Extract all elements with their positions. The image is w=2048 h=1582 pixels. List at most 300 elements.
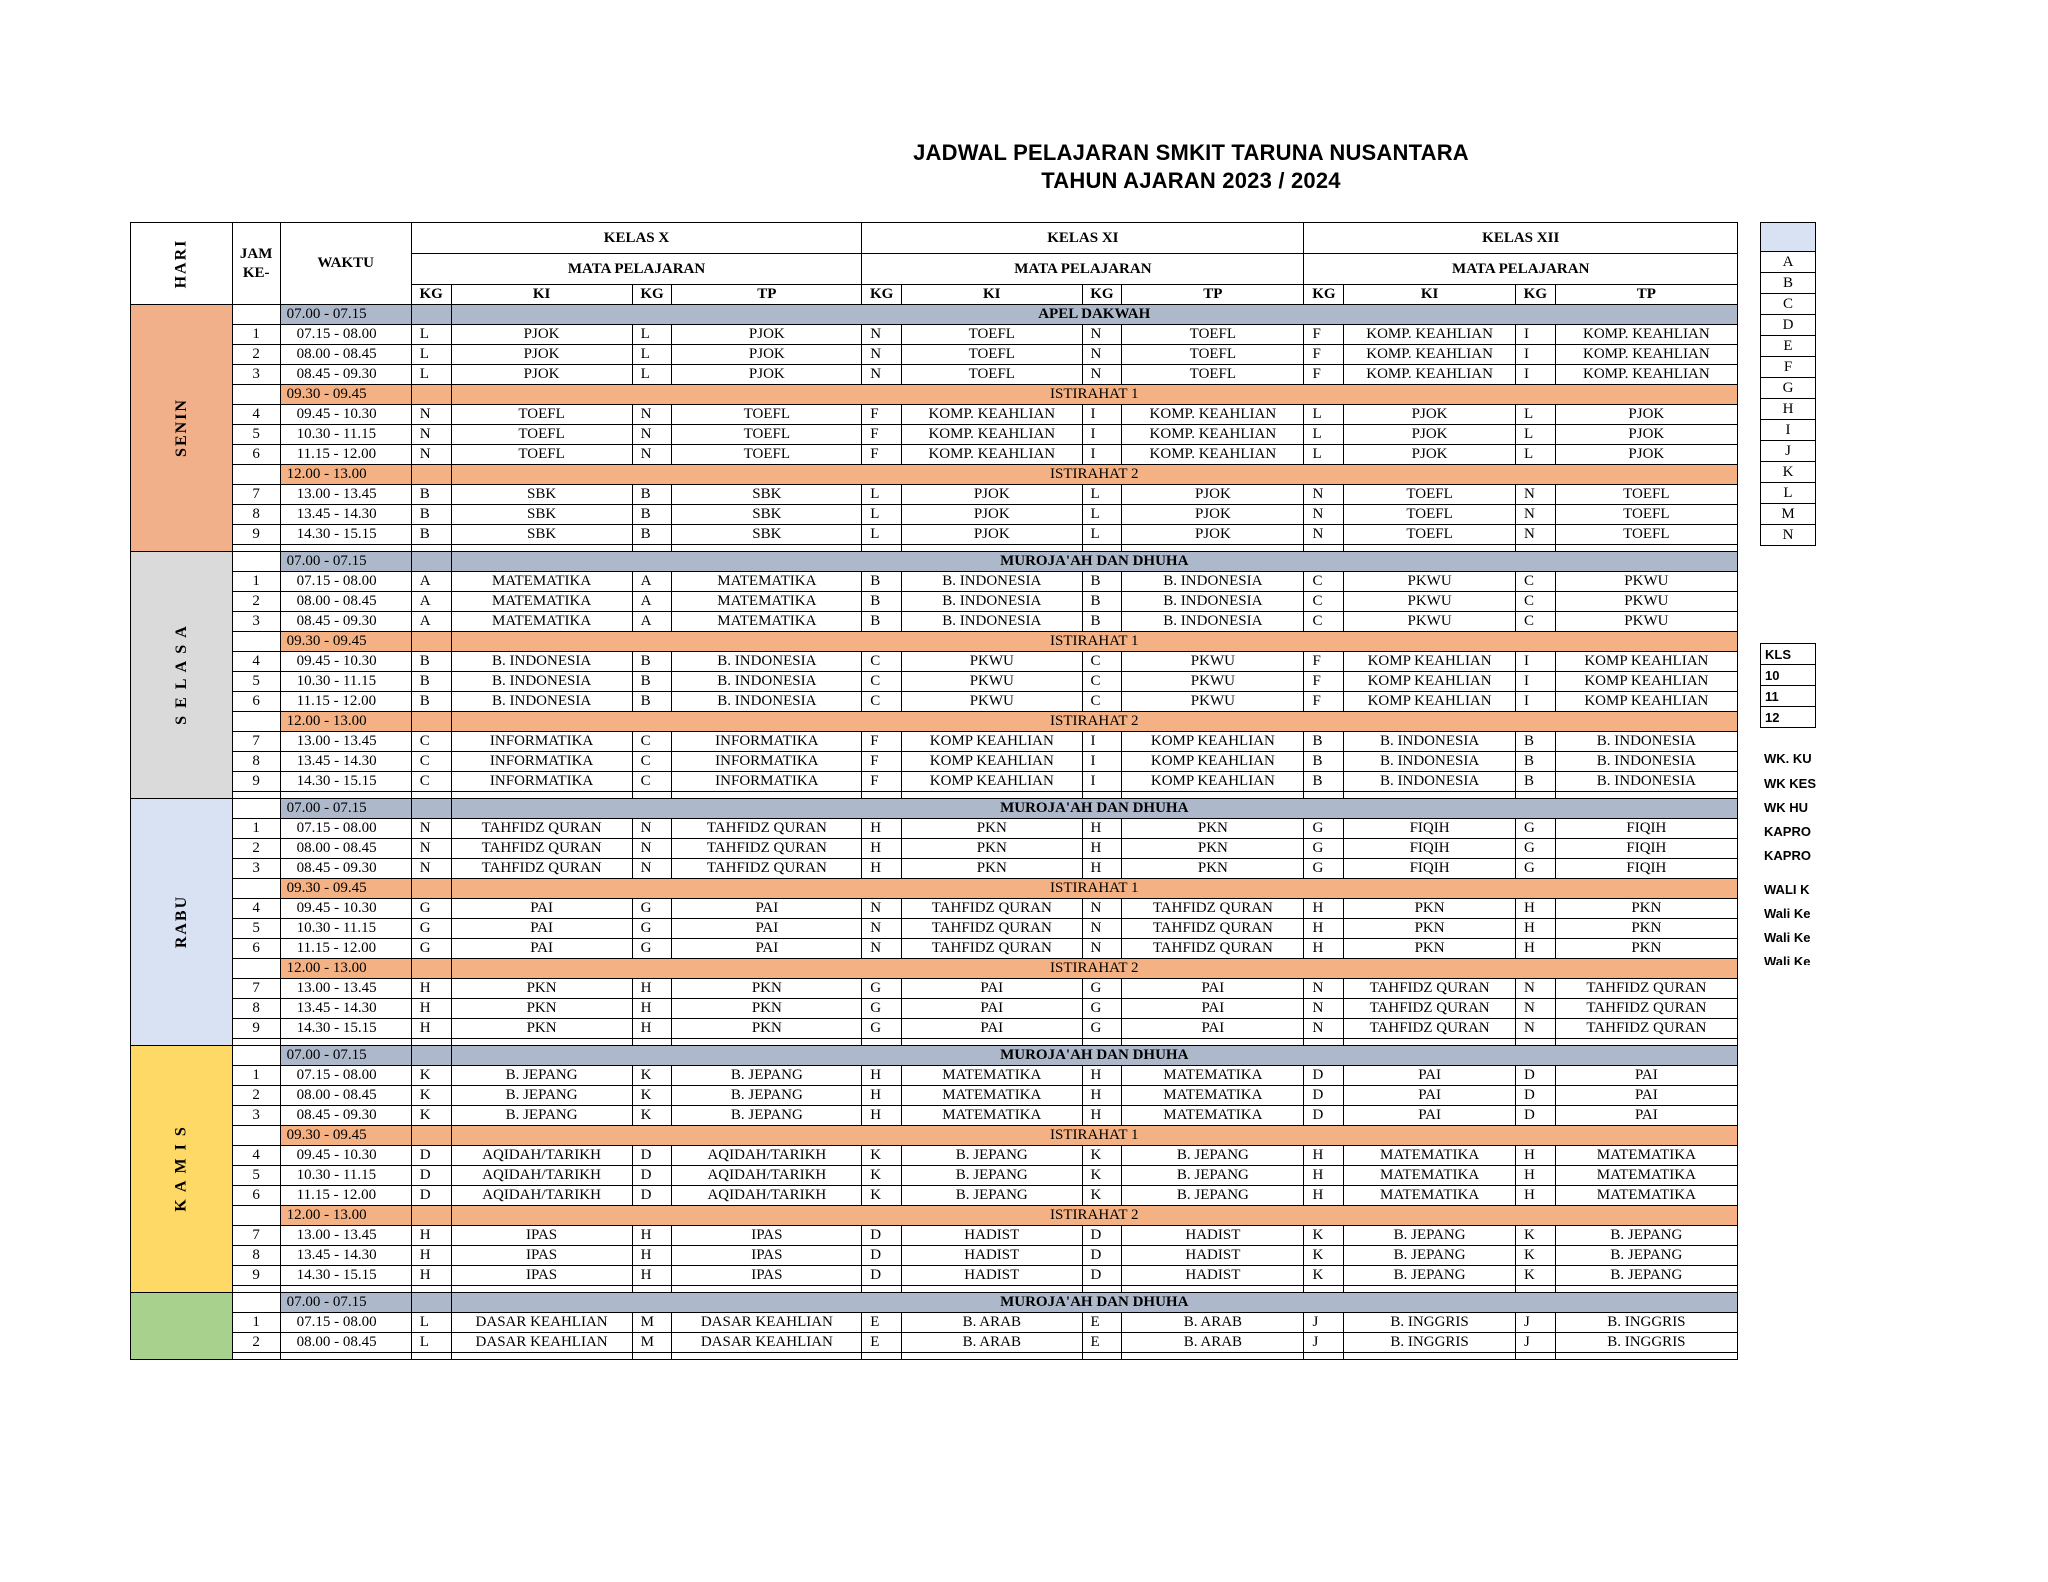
jam-cell: 8 (232, 1246, 280, 1266)
spacer-cell (411, 305, 451, 325)
subject-cell: TAHFIDZ QURAN (672, 839, 862, 859)
time-cell: 09.30 - 09.45 (280, 879, 411, 899)
teacher-code-cell: C (632, 772, 672, 792)
spacer-cell (411, 879, 451, 899)
teacher-code-cell: H (1304, 1166, 1344, 1186)
subject-cell: B. INDONESIA (1122, 612, 1304, 632)
teacher-code-cell: H (1082, 1086, 1122, 1106)
day-label (131, 1046, 233, 1293)
subject-cell: B. JEPANG (1555, 1226, 1737, 1246)
spacer-cell (1122, 1286, 1304, 1293)
break-row (131, 879, 1738, 899)
opening-label: MUROJA'AH DAN DHUHA (451, 1046, 1737, 1066)
subject-cell: PJOK (1344, 405, 1516, 425)
jam-cell: 9 (232, 525, 280, 545)
header-tp: TP (1122, 285, 1304, 305)
subject-cell: PJOK (1555, 405, 1737, 425)
subject-cell: B. INDONESIA (451, 652, 632, 672)
subject-cell: KOMP KEAHLIAN (1344, 692, 1516, 712)
teacher-code-cell: B (632, 652, 672, 672)
legend-row (1761, 378, 1816, 399)
table-row (131, 1226, 1738, 1246)
spacer-cell (411, 632, 451, 652)
spacer-cell (1344, 1286, 1516, 1293)
teacher-code-cell: K (411, 1106, 451, 1126)
teacher-code-cell: G (1082, 999, 1122, 1019)
teacher-code-cell: F (862, 752, 902, 772)
table-row (131, 325, 1738, 345)
spacer-cell (632, 1353, 672, 1360)
subject-cell: PAI (902, 999, 1082, 1019)
spacer-cell (672, 545, 862, 552)
jam-cell: 6 (232, 939, 280, 959)
jam-cell: 4 (232, 1146, 280, 1166)
spacer-cell (411, 465, 451, 485)
subject-cell: TOEFL (1344, 505, 1516, 525)
subject-cell: B. INDONESIA (902, 592, 1082, 612)
teacher-code-cell: L (411, 325, 451, 345)
teacher-code-cell: D (632, 1186, 672, 1206)
subject-cell: PAI (451, 939, 632, 959)
teacher-code-cell: B (1515, 752, 1555, 772)
teacher-code-cell: K (411, 1086, 451, 1106)
subject-cell: TAHFIDZ QURAN (451, 819, 632, 839)
teacher-code-cell: F (862, 445, 902, 465)
time-cell: 07.15 - 08.00 (280, 572, 411, 592)
teacher-code-cell: L (1082, 485, 1122, 505)
subject-cell: KOMP. KEAHLIAN (902, 425, 1082, 445)
jam-cell: 1 (232, 1066, 280, 1086)
teacher-code-cell: G (411, 939, 451, 959)
teacher-code-cell: J (1515, 1313, 1555, 1333)
subject-cell: MATEMATIKA (1555, 1146, 1737, 1166)
header-kg: KG (1082, 285, 1122, 305)
teacher-code-cell: H (1082, 859, 1122, 879)
subject-cell: TAHFIDZ QURAN (672, 819, 862, 839)
day-label (131, 799, 233, 1046)
legend-row (1761, 315, 1816, 336)
subject-cell: B. JEPANG (451, 1106, 632, 1126)
teacher-code-cell: C (1304, 592, 1344, 612)
spacer-cell (1515, 1039, 1555, 1046)
teacher-code-cell: L (1515, 405, 1555, 425)
teacher-code-cell: N (862, 365, 902, 385)
subject-cell: FIQIH (1344, 839, 1516, 859)
kls-cell: 10 (1761, 665, 1816, 686)
time-cell: 07.00 - 07.15 (280, 799, 411, 819)
teacher-code-cell: D (862, 1246, 902, 1266)
legend-row (1761, 525, 1816, 546)
teacher-code-cell: N (862, 345, 902, 365)
teacher-code-cell: D (1304, 1106, 1344, 1126)
subject-cell: FIQIH (1344, 819, 1516, 839)
subject-cell: KOMP. KEAHLIAN (1122, 405, 1304, 425)
subject-cell: TAHFIDZ QURAN (672, 859, 862, 879)
legend-header (1761, 223, 1816, 252)
legend-code: B (1761, 273, 1816, 294)
side-note: Wali Ke (1764, 930, 1811, 945)
teacher-code-cell: N (1082, 899, 1122, 919)
subject-cell: B. INDONESIA (451, 692, 632, 712)
teacher-code-cell: D (1082, 1226, 1122, 1246)
spacer-cell (862, 1039, 902, 1046)
spacer-cell (902, 1039, 1082, 1046)
header-ki: KI (1344, 285, 1516, 305)
subject-cell: PJOK (1344, 425, 1516, 445)
table-row (131, 345, 1738, 365)
teacher-code-cell: H (411, 1246, 451, 1266)
subject-cell: TOEFL (902, 345, 1082, 365)
subject-cell: TOEFL (1344, 525, 1516, 545)
subject-cell: PAI (1122, 1019, 1304, 1039)
teacher-code-cell: K (862, 1146, 902, 1166)
teacher-code-cell: D (1515, 1086, 1555, 1106)
teacher-code-cell: N (632, 819, 672, 839)
time-cell: 13.45 - 14.30 (280, 999, 411, 1019)
teacher-code-cell: H (1304, 1146, 1344, 1166)
teacher-code-cell: C (1082, 692, 1122, 712)
table-row (131, 425, 1738, 445)
table-row (131, 899, 1738, 919)
jam-cell (232, 799, 280, 819)
subject-cell: PJOK (672, 325, 862, 345)
teacher-code-cell: B (411, 525, 451, 545)
teacher-code-cell: B (1304, 732, 1344, 752)
legend-code: J (1761, 441, 1816, 462)
time-cell: 07.00 - 07.15 (280, 1046, 411, 1066)
teacher-code-cell: C (1515, 592, 1555, 612)
break-row (131, 1126, 1738, 1146)
day-spacer-row (131, 1353, 1738, 1360)
legend-row (1761, 399, 1816, 420)
subject-cell: PAI (1555, 1066, 1737, 1086)
header-kelas-xi: KELAS XI (862, 223, 1304, 254)
break-label: ISTIRAHAT 2 (451, 465, 1737, 485)
subject-cell: MATEMATIKA (902, 1066, 1082, 1086)
opening-row (131, 1046, 1738, 1066)
subject-cell: KOMP KEAHLIAN (1555, 652, 1737, 672)
spacer-cell (632, 1039, 672, 1046)
subject-cell: B. JEPANG (1122, 1146, 1304, 1166)
teacher-code-cell: D (1515, 1066, 1555, 1086)
spacer-cell (411, 712, 451, 732)
teacher-code-cell: N (632, 445, 672, 465)
spacer-cell (232, 1039, 280, 1046)
spacer-cell (411, 1286, 451, 1293)
jam-cell (232, 712, 280, 732)
table-row (131, 1246, 1738, 1266)
teacher-code-cell: F (1304, 652, 1344, 672)
spacer-cell (451, 1353, 632, 1360)
teacher-code-cell: H (1082, 839, 1122, 859)
teacher-code-cell: N (411, 859, 451, 879)
teacher-code-cell: F (862, 425, 902, 445)
header-kg: KG (862, 285, 902, 305)
teacher-code-cell: I (1082, 732, 1122, 752)
teacher-code-cell: I (1515, 652, 1555, 672)
subject-cell: B. JEPANG (902, 1166, 1082, 1186)
jam-cell (232, 879, 280, 899)
teacher-code-cell: H (1515, 939, 1555, 959)
subject-cell: PJOK (902, 525, 1082, 545)
spacer-cell (411, 385, 451, 405)
jam-cell: 3 (232, 612, 280, 632)
teacher-code-cell: C (1304, 612, 1344, 632)
spacer-cell (902, 1286, 1082, 1293)
subject-cell: PKN (451, 1019, 632, 1039)
time-cell: 13.00 - 13.45 (280, 1226, 411, 1246)
teacher-code-cell: D (632, 1146, 672, 1166)
spacer-cell (411, 545, 451, 552)
spacer-cell (451, 1286, 632, 1293)
subject-cell: PJOK (1555, 425, 1737, 445)
teacher-code-cell: L (1082, 505, 1122, 525)
subject-cell: B. JEPANG (1122, 1166, 1304, 1186)
teacher-code-cell: I (1515, 345, 1555, 365)
teacher-code-cell: K (1515, 1226, 1555, 1246)
teacher-code-cell: A (632, 592, 672, 612)
teacher-code-cell: N (1304, 505, 1344, 525)
subject-cell: PAI (1344, 1066, 1516, 1086)
subject-cell: B. INGGRIS (1555, 1333, 1737, 1353)
jam-cell (232, 1293, 280, 1313)
subject-cell: PAI (1122, 999, 1304, 1019)
table-row (131, 939, 1738, 959)
teacher-code-cell: G (411, 899, 451, 919)
teacher-code-cell: K (1304, 1246, 1344, 1266)
time-cell: 11.15 - 12.00 (280, 445, 411, 465)
teacher-code-cell: N (862, 939, 902, 959)
subject-cell: PKWU (1122, 672, 1304, 692)
subject-cell: PJOK (672, 365, 862, 385)
jam-cell: 4 (232, 652, 280, 672)
spacer-cell (1344, 1039, 1516, 1046)
jam-cell (232, 385, 280, 405)
subject-cell: KOMP. KEAHLIAN (1122, 425, 1304, 445)
teacher-code-cell: M (632, 1313, 672, 1333)
teacher-code-cell: G (1515, 839, 1555, 859)
teacher-code-cell: F (862, 405, 902, 425)
table-row (131, 652, 1738, 672)
subject-cell: HADIST (1122, 1246, 1304, 1266)
teacher-code-cell: B (862, 612, 902, 632)
jam-cell: 8 (232, 999, 280, 1019)
legend-code: M (1761, 504, 1816, 525)
teacher-code-cell: H (862, 859, 902, 879)
teacher-code-cell: C (862, 652, 902, 672)
teacher-code-cell: B (411, 672, 451, 692)
subject-cell: AQIDAH/TARIKH (451, 1186, 632, 1206)
table-row (131, 505, 1738, 525)
teacher-code-cell: B (632, 505, 672, 525)
teacher-code-cell: B (1082, 592, 1122, 612)
break-row (131, 712, 1738, 732)
subject-cell: PAI (902, 1019, 1082, 1039)
subject-cell: KOMP. KEAHLIAN (902, 445, 1082, 465)
jam-cell: 6 (232, 445, 280, 465)
spacer-cell (1344, 545, 1516, 552)
header-ki: KI (902, 285, 1082, 305)
subject-cell: B. JEPANG (902, 1186, 1082, 1206)
break-label: ISTIRAHAT 2 (451, 712, 1737, 732)
header-kg: KG (632, 285, 672, 305)
time-cell: 08.00 - 08.45 (280, 345, 411, 365)
spacer-cell (1555, 1039, 1737, 1046)
schedule-table (130, 222, 1738, 1360)
teacher-code-cell: H (1082, 1066, 1122, 1086)
time-cell: 08.45 - 09.30 (280, 1106, 411, 1126)
jam-cell: 1 (232, 819, 280, 839)
teacher-code-cell: L (632, 345, 672, 365)
teacher-code-cell: A (411, 612, 451, 632)
subject-cell: B. INGGRIS (1344, 1313, 1516, 1333)
teacher-code-cell: I (1082, 752, 1122, 772)
teacher-code-cell: H (411, 1226, 451, 1246)
jam-cell: 2 (232, 592, 280, 612)
teacher-code-cell: H (862, 1106, 902, 1126)
teacher-code-cell: L (1304, 405, 1344, 425)
subject-cell: PAI (672, 899, 862, 919)
teacher-code-cell: C (862, 672, 902, 692)
time-cell: 08.45 - 09.30 (280, 612, 411, 632)
subject-cell: TOEFL (451, 405, 632, 425)
teacher-code-cell: K (862, 1186, 902, 1206)
jam-cell (232, 1046, 280, 1066)
jam-cell (232, 632, 280, 652)
subject-cell: MATEMATIKA (1344, 1146, 1516, 1166)
subject-cell: PKWU (1344, 572, 1516, 592)
spacer-cell (1082, 1353, 1122, 1360)
teacher-code-cell: H (862, 839, 902, 859)
teacher-code-cell: L (411, 1333, 451, 1353)
time-cell: 09.30 - 09.45 (280, 632, 411, 652)
spacer-cell (632, 545, 672, 552)
subject-cell: TAHFIDZ QURAN (1555, 979, 1737, 999)
teacher-code-cell: F (1304, 325, 1344, 345)
subject-cell: PKN (1122, 839, 1304, 859)
teacher-code-cell: G (862, 999, 902, 1019)
subject-cell: B. INDONESIA (902, 572, 1082, 592)
subject-cell: TAHFIDZ QURAN (451, 859, 632, 879)
subject-cell: SBK (451, 485, 632, 505)
subject-cell: B. INDONESIA (1344, 752, 1516, 772)
teacher-code-cell: D (1304, 1066, 1344, 1086)
subject-cell: FIQIH (1555, 819, 1737, 839)
teacher-code-cell: L (862, 485, 902, 505)
subject-cell: MATEMATIKA (1555, 1166, 1737, 1186)
teacher-code-cell: J (1304, 1333, 1344, 1353)
teacher-code-cell: N (1304, 485, 1344, 505)
teacher-code-cell: I (1082, 425, 1122, 445)
table-row (131, 859, 1738, 879)
table-row (131, 732, 1738, 752)
subject-cell: B. JEPANG (1344, 1226, 1516, 1246)
spacer-cell (862, 1286, 902, 1293)
teacher-code-cell: H (1515, 1146, 1555, 1166)
subject-cell: PAI (672, 939, 862, 959)
time-cell: 14.30 - 15.15 (280, 525, 411, 545)
subject-cell: B. ARAB (902, 1313, 1082, 1333)
jam-cell (232, 959, 280, 979)
subject-cell: TOEFL (672, 425, 862, 445)
break-label: ISTIRAHAT 1 (451, 632, 1737, 652)
table-row (131, 752, 1738, 772)
jam-cell: 7 (232, 485, 280, 505)
side-note: Wali Ke (1764, 906, 1811, 921)
subject-cell: PKN (902, 839, 1082, 859)
table-row (131, 525, 1738, 545)
subject-cell: TOEFL (1122, 325, 1304, 345)
teacher-code-cell: N (1304, 1019, 1344, 1039)
teacher-code-cell: D (1082, 1246, 1122, 1266)
kls-panel (1755, 625, 1816, 735)
teacher-code-cell: H (632, 979, 672, 999)
teacher-code-cell: E (1082, 1313, 1122, 1333)
break-row (131, 1206, 1738, 1226)
subject-cell: INFORMATIKA (672, 772, 862, 792)
subject-cell: B. INDONESIA (672, 672, 862, 692)
teacher-code-cell: C (1082, 672, 1122, 692)
subject-cell: TOEFL (451, 425, 632, 445)
teacher-code-cell: G (1304, 859, 1344, 879)
jam-cell (232, 552, 280, 572)
subject-cell: TAHFIDZ QURAN (1555, 1019, 1737, 1039)
subject-cell: B. INDONESIA (1555, 752, 1737, 772)
subject-cell: B. JEPANG (672, 1066, 862, 1086)
spacer-cell (1515, 1286, 1555, 1293)
teacher-code-cell: G (1515, 859, 1555, 879)
day-label (131, 552, 233, 799)
spacer-cell (1304, 545, 1344, 552)
teacher-code-cell: L (862, 525, 902, 545)
subject-cell: B. INDONESIA (672, 652, 862, 672)
teacher-code-cell: M (632, 1333, 672, 1353)
teacher-code-cell: I (1515, 325, 1555, 345)
spacer-cell (1304, 792, 1344, 799)
teacher-code-cell: H (1082, 1106, 1122, 1126)
header-tp: TP (672, 285, 862, 305)
header-mapel-x: MATA PELAJARAN (411, 254, 862, 285)
header-mapel-xii: MATA PELAJARAN (1304, 254, 1738, 285)
subject-cell: PJOK (451, 365, 632, 385)
subject-cell: B. ARAB (1122, 1333, 1304, 1353)
jam-cell: 7 (232, 1226, 280, 1246)
subject-cell: B. INGGRIS (1555, 1313, 1737, 1333)
subject-cell: IPAS (451, 1226, 632, 1246)
teacher-code-cell: N (1515, 505, 1555, 525)
teacher-code-cell: B (411, 485, 451, 505)
spacer-cell (1304, 1039, 1344, 1046)
page-subtitle: TAHUN AJARAN 2023 / 2024 (1041, 168, 1341, 193)
teacher-code-cell: F (1304, 345, 1344, 365)
legend-code: L (1761, 483, 1816, 504)
subject-cell: TAHFIDZ QURAN (1344, 999, 1516, 1019)
spacer-cell (280, 792, 411, 799)
header-mapel-xi: MATA PELAJARAN (862, 254, 1304, 285)
subject-cell: PKN (672, 979, 862, 999)
subject-cell: INFORMATIKA (451, 732, 632, 752)
spacer-cell (1515, 792, 1555, 799)
kls-table (1760, 643, 1816, 728)
jam-cell: 6 (232, 692, 280, 712)
jam-cell: 8 (232, 505, 280, 525)
spacer-cell (1082, 1039, 1122, 1046)
teacher-code-cell: N (632, 859, 672, 879)
teacher-code-cell: N (632, 839, 672, 859)
teacher-code-cell: B (1082, 572, 1122, 592)
time-cell: 09.30 - 09.45 (280, 385, 411, 405)
spacer-cell (1515, 545, 1555, 552)
